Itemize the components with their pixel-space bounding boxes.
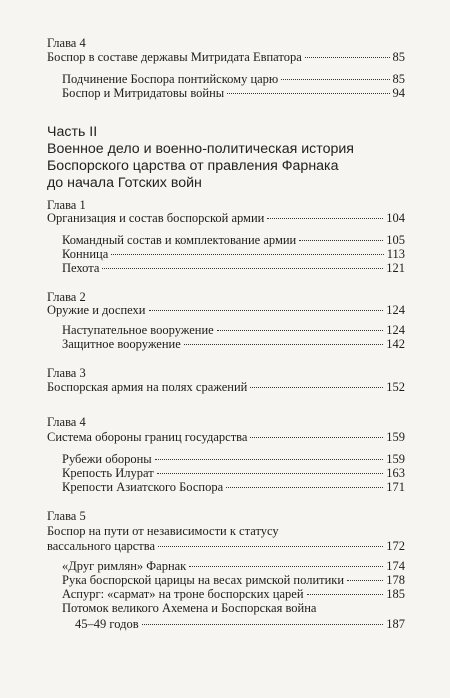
part-heading — [47, 124, 407, 192]
entry-page: 124 — [386, 323, 405, 337]
chapter-label: Глава 2 — [47, 290, 86, 304]
leader-dots — [149, 310, 384, 311]
entry-page: 121 — [386, 261, 405, 275]
leader-dots — [226, 487, 383, 488]
leader-dots — [111, 254, 383, 255]
toc-entry[interactable] — [47, 50, 405, 65]
toc-subentry[interactable] — [62, 559, 405, 574]
entry-title: Аспург: «сармат» на троне боспорских царей — [62, 587, 304, 601]
leader-dots — [217, 330, 384, 331]
part-label: Часть II — [47, 124, 98, 140]
entry-page: 85 — [392, 72, 405, 86]
entry-title: Защитное вооружение — [62, 337, 181, 351]
entry-title: Система обороны границ государства — [47, 430, 248, 444]
entry-page: 94 — [392, 86, 405, 100]
leader-dots — [184, 344, 383, 345]
entry-title: Крепость Илурат — [62, 466, 154, 480]
leader-dots — [299, 240, 383, 241]
leader-dots — [227, 93, 389, 94]
chapter-label: Глава 1 — [47, 198, 86, 212]
entry-title: Организация и состав боспорской армии — [47, 211, 265, 225]
entry-page: 104 — [386, 211, 405, 225]
entry-title: Рубежи обороны — [62, 452, 152, 466]
entry-title-line[interactable]: Боспор на пути от независимости к статусу — [47, 524, 279, 538]
toc-subentry[interactable] — [62, 233, 405, 248]
entry-page: 187 — [386, 617, 405, 631]
entry-page: 152 — [386, 380, 405, 394]
entry-page: 159 — [386, 452, 405, 466]
entry-title: Крепости Азиатского Боспора — [62, 480, 224, 494]
chapter-label: Глава 4 — [47, 36, 86, 50]
entry-title: Боспорская армия на полях сражений — [47, 380, 248, 394]
leader-dots — [281, 79, 389, 80]
entry-page: 185 — [386, 587, 405, 601]
entry-title: Наступательное вооружение — [62, 323, 214, 337]
toc-subentry[interactable] — [62, 323, 405, 338]
entry-title: «Друг римлян» Фарнак — [62, 559, 187, 573]
toc-entry[interactable] — [47, 430, 405, 445]
toc-subentry[interactable] — [75, 617, 405, 632]
chapter-label: Глава 3 — [47, 366, 86, 380]
toc-subentry[interactable] — [62, 337, 405, 352]
leader-dots — [157, 473, 384, 474]
toc-subentry[interactable] — [62, 261, 405, 276]
toc-subentry[interactable] — [62, 86, 405, 101]
entry-page: 85 — [392, 50, 405, 64]
toc-subentry[interactable] — [62, 480, 405, 495]
entry-page: 142 — [386, 337, 405, 351]
toc-subentry[interactable] — [62, 573, 405, 588]
chapter-label: Глава 5 — [47, 509, 86, 523]
leader-dots — [102, 268, 383, 269]
entry-title: Конница — [62, 247, 109, 261]
entry-page: 105 — [386, 233, 405, 247]
entry-page: 159 — [386, 430, 405, 444]
leader-dots — [189, 566, 383, 567]
entry-title: вассального царства — [47, 539, 156, 553]
entry-page: 172 — [386, 539, 405, 553]
entry-page: 178 — [386, 573, 405, 587]
entry-title: Оружие и доспехи — [47, 303, 146, 317]
entry-page: 113 — [386, 247, 405, 261]
toc-subentry[interactable] — [62, 587, 405, 602]
toc-entry[interactable] — [47, 303, 405, 318]
entry-page: 171 — [386, 480, 405, 494]
toc-entry[interactable] — [47, 211, 405, 226]
toc-entry[interactable] — [47, 539, 405, 554]
toc-subentry[interactable] — [62, 72, 405, 87]
leader-dots — [267, 218, 383, 219]
leader-dots — [250, 437, 383, 438]
entry-title: Командный состав и комплектование армии — [62, 233, 297, 247]
leader-dots — [305, 57, 390, 58]
leader-dots — [250, 387, 383, 388]
leader-dots — [142, 624, 384, 625]
entry-title: Боспор и Митридатовы войны — [62, 86, 225, 100]
entry-title: Рука боспорской царицы на весах римской политики — [62, 573, 345, 587]
leader-dots — [307, 594, 384, 595]
toc-entry[interactable] — [47, 380, 405, 395]
entry-page: 163 — [386, 466, 405, 480]
chapter-label: Глава 4 — [47, 415, 86, 429]
entry-title: 45–49 годов — [75, 617, 139, 631]
entry-title-line[interactable]: Потомок великого Ахемена и Боспорская война — [62, 601, 317, 615]
leader-dots — [347, 580, 383, 581]
toc-subentry[interactable] — [62, 466, 405, 481]
entry-page: 174 — [386, 559, 405, 573]
part-title-line: Военное дело и военно-политическая история — [47, 141, 354, 157]
leader-dots — [155, 459, 384, 460]
entry-title: Пехота — [62, 261, 100, 275]
entry-page: 124 — [386, 303, 405, 317]
toc-subentry[interactable] — [62, 452, 405, 467]
entry-title: Боспор в составе державы Митридата Евпатора — [47, 50, 302, 64]
part-title-line: до начала Готских войн — [47, 175, 202, 191]
toc-subentry[interactable] — [62, 247, 405, 262]
leader-dots — [158, 546, 383, 547]
entry-title: Подчинение Боспора понтийскому царю — [62, 72, 279, 86]
part-title-line: Боспорского царства от правления Фарнака — [47, 158, 339, 174]
